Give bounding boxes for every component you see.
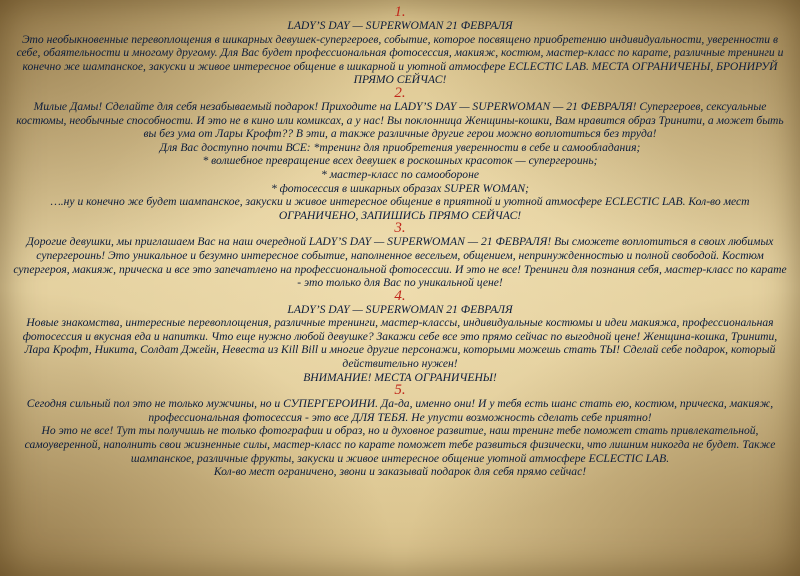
section-paragraph: Милые Дамы! Сделайте для себя незабываемый подарок! Приходите на LADY’S DAY — SUPERWOMAN — 21 ФЕВРАЛЯ! Супергероев, сексуальные костюмы, необычные способности. И это не в кино или комиксах, а у нас! Вы поклонница Женщины-кошки, Вам нравится образ Тринити, а может быть вы без ума от Лары Крофт?? В эти, а также различные другие герои можно воплотиться без труда! (16, 99, 784, 141)
section-3 (10, 222, 790, 289)
section-number: 5. (394, 382, 406, 399)
section-paragraph: Сегодня сильный пол это не только мужчины, но и СУПЕРГЕРОИНИ. Да-да, именно они! И у тебя есть шанс стать ею, костюм, прическа, макияж, профессиональная фотосессия - это все ДЛЯ ТЕБЯ. Не упусти возможность сделать себе приятно! (26, 397, 774, 424)
section-number: 1. (394, 4, 406, 20)
section-list-intro: Для Вас доступно почти ВСЕ: *тренинг для приобретения уверенности в себе и самообладания; (159, 140, 641, 154)
section-2 (10, 84, 790, 222)
section-heading: LADY’S DAY — SUPERWOMAN 21 ФЕВРАЛЯ (287, 302, 513, 316)
section-1 (10, 6, 790, 87)
section-notice: ВНИМАНИЕ! МЕСТА ОГРАНИЧЕНЫ! (303, 370, 497, 384)
section-list-item: * мастер-класс по самообороне (321, 167, 479, 181)
section-paragraph: Кол-во мест ограничено, звони и заказывай подарок для себя прямо сейчас! (213, 465, 587, 479)
section-number: 4. (394, 287, 406, 304)
section-heading: LADY’S DAY — SUPERWOMAN 21 ФЕВРАЛЯ (287, 19, 513, 32)
section-paragraph: Это необыкновенные перевоплощения в шикарных девушек-супергероев, событие, которое посвящено приобретению индивидуальности, уверенности в себе, обаятельности и многому другому. Для Вас будет профессиональная фотосессия, макияж, костюм, мастер-класс по карате, различные тренинги и конечно же шампанское, закуски и живое интересное общение в шикарной и уютной атмосфере ECLECTIC LAB. МЕСТА ОГРАНИЧЕНЫ, БРОНИРУЙ ПРЯМО СЕЙЧАС! (16, 32, 784, 87)
section-list-item: * волшебное превращение всех девушек в роскошных красоток — супергероинь; (202, 154, 598, 168)
section-number: 3. (394, 220, 406, 237)
section-paragraph: Но это не все! Тут ты получишь не только фотографии и образ, но и духовное развитие, наш тренинг тебе поможет стать привлекательной, самоуверенной, наполнить свои жизненные силы, мастер-класс по карате поможет тебе развиться физически, что лишним никогда не будет. Также шампанское, различные фрукты, закуски и живое интересное общение уютной атмосфере ECLECTIC LAB. (24, 424, 776, 465)
section-number: 2. (394, 84, 406, 101)
section-paragraph: ….ну и конечно же будет шампанское, закуски и живое интересное общение в приятной и уютной атмосфере ECLECTIC LAB. Кол-во мест ОГРАНИЧЕНО, ЗАПИШИСЬ ПРЯМО СЕЙЧАС! (50, 195, 750, 222)
section-paragraph: Новые знакомства, интересные перевоплощения, различные тренинги, мастер-классы, индивидуальные костюмы и идеи макияжа, профессиональная фотосессия и вкусная еда и напитки. Что еще нужно любой девушке? Закажи себе все это прямо сейчас по выгодной цене! Женщина-кошка, Тринити, Лара Крофт, Никита, Солдат Джейн, Невеста из Kill Bill и многие другие персонажи, которыми можешь стать ТЫ! Сделай себе подарок, который действительно нужен! (22, 316, 778, 371)
section-4 (10, 287, 790, 385)
section-paragraph: Дорогие девушки, мы приглашаем Вас на наш очередной LADY’S DAY — SUPERWOMAN — 21 ФЕВРАЛЯ! Вы сможете воплотиться в своих любимых супергероинь! Это уникальное и безумно интересное событие, наполненное весельем, общением, непринужденностью и полной свободой. Костюм супергероя, макияж, прическа и все это запечатлено на профессиональной фотосессии. И это не все! Тренинги для познания себя, мастер-класс по карате - это только для Вас по уникальной цене! (13, 235, 787, 290)
section-list-item: * фотосессия в шикарных образах SUPER WOMAN; (270, 181, 530, 195)
section-5 (10, 384, 790, 479)
